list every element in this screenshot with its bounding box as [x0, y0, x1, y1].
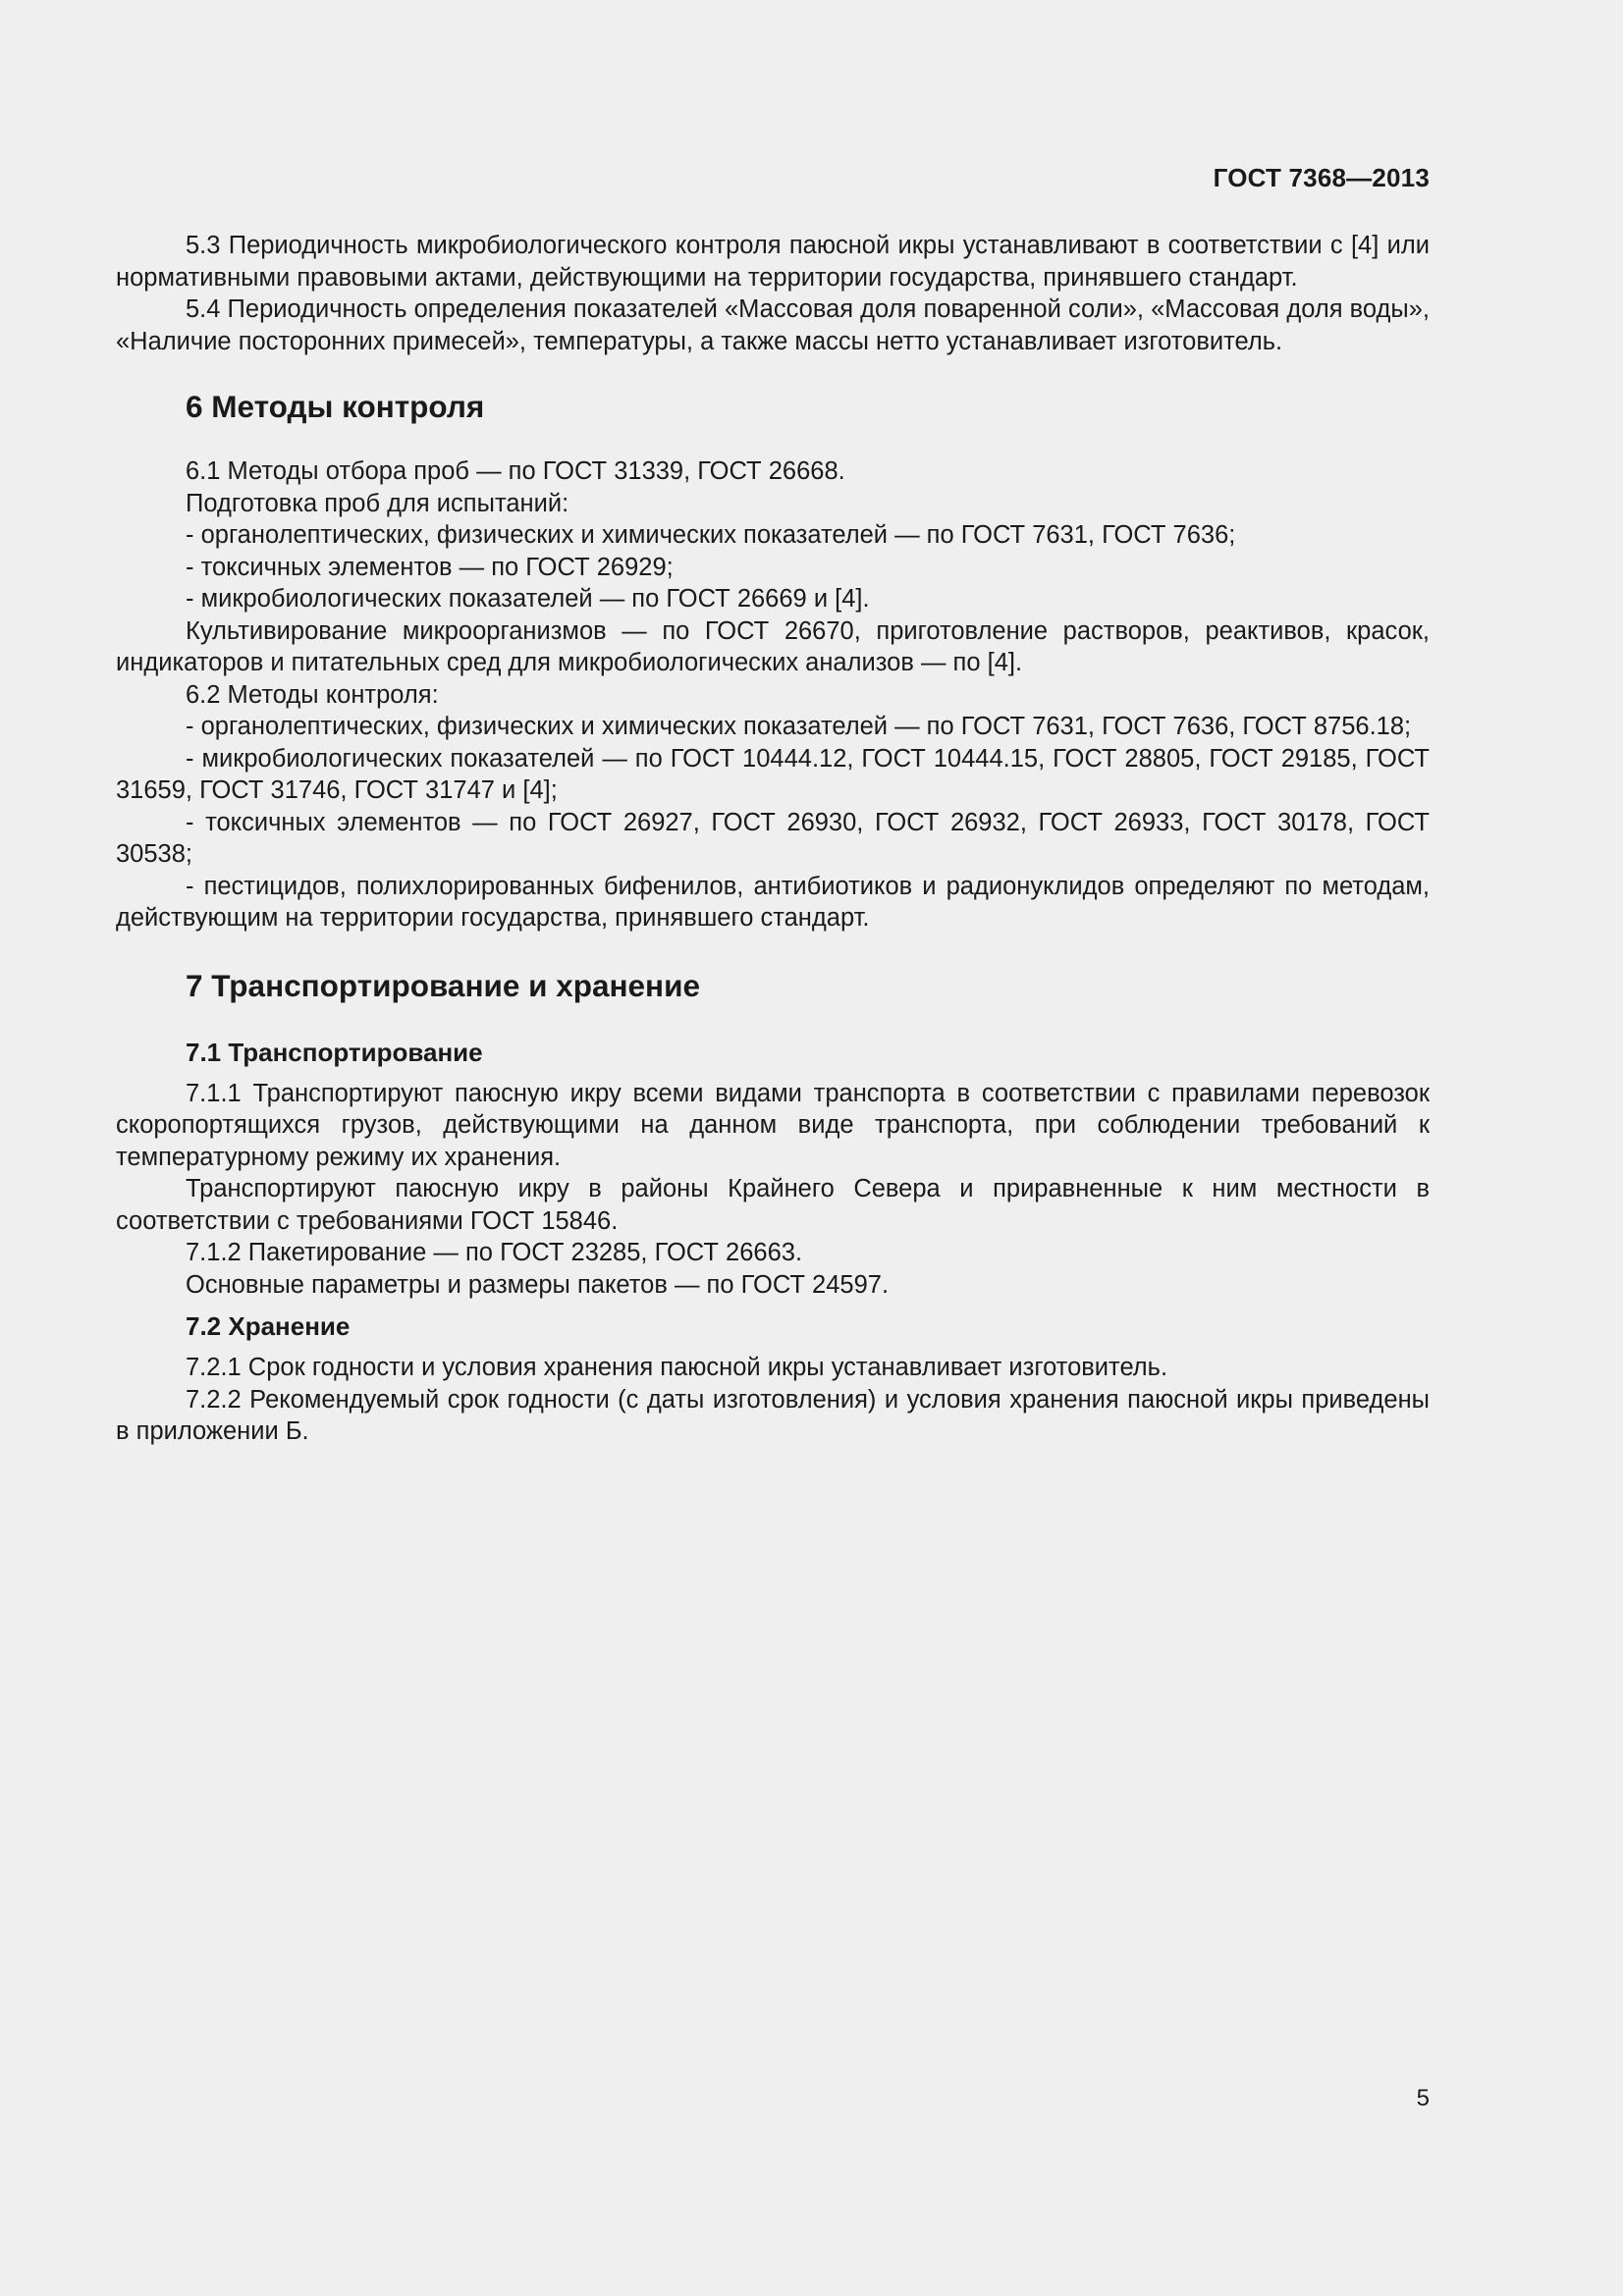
paragraph-sample-prep: Подготовка проб для испытаний:	[186, 489, 569, 517]
paragraph-7-1-1: 7.1.1 Транспортируют паюсную икру всеми видами транспорта в соответствии с правилами перевозок скоропортящихся грузов, действующими на данном виде транспорта, при соблюдении требований к температурному режиму их хранения.	[116, 1079, 1430, 1171]
paragraph-6-1: 6.1 Методы отбора проб — по ГОСТ 31339, ГОСТ 26668.	[186, 457, 845, 485]
paragraph-5-4: 5.4 Периодичность определения показателей «Массовая доля поваренной соли», «Массовая доля воды», «Наличие посторонних примесей», температуры, а также массы нетто устанавливает изготовитель.	[116, 295, 1430, 355]
page-number: 5	[1416, 2085, 1430, 2111]
list-item: - органолептических, физических и химических показателей — по ГОСТ 7631, ГОСТ 7636, ГОСТ 8756.18;	[186, 713, 1412, 740]
list-item: - органолептических, физических и химических показателей — по ГОСТ 7631, ГОСТ 7636;	[186, 521, 1236, 549]
list-item: - пестицидов, полихлорированных бифенилов, антибиотиков и радионуклидов определяют по методам, действующим на территории государства, принявшего стандарт.	[116, 872, 1430, 932]
list-item: - токсичных элементов — по ГОСТ 26927, ГОСТ 26930, ГОСТ 26932, ГОСТ 26933, ГОСТ 30178, ГОСТ 30538;	[116, 808, 1430, 868]
subsection-heading-7-2: 7.2 Хранение	[186, 1311, 351, 1341]
paragraph-7-2-1: 7.2.1 Срок годности и условия хранения паюсной икры устанавливает изготовитель.	[186, 1354, 1168, 1381]
paragraph-5-3: 5.3 Периодичность микробиологического контроля паюсной икры устанавливают в соответствии с [4] или нормативными правовыми актами, действующими на территории государства, принявшего стандарт.	[116, 232, 1430, 292]
list-item: - микробиологических показателей — по ГОСТ 26669 и [4].	[186, 585, 870, 613]
list-item: - токсичных элементов — по ГОСТ 26929;	[186, 553, 674, 581]
document-header: ГОСТ 7368—2013	[1213, 163, 1430, 192]
paragraph-7-1-2: 7.1.2 Пакетирование — по ГОСТ 23285, ГОСТ 26663.	[186, 1239, 803, 1266]
paragraph-packet-params: Основные параметры и размеры пакетов — по ГОСТ 24597.	[186, 1270, 890, 1299]
section-heading-7: 7 Транспортирование и хранение	[186, 967, 700, 1003]
section-heading-6: 6 Методы контроля	[186, 389, 485, 424]
document-body	[116, 230, 1430, 1448]
paragraph-6-2: 6.2 Методы контроля:	[186, 680, 439, 709]
subsection-heading-7-1: 7.1 Транспортирование	[186, 1037, 483, 1067]
paragraph-cultivation: Культивирование микроорганизмов — по ГОСТ 26670, приготовление растворов, реактивов, красок, индикаторов и питательных сред для микробиологических анализов — по [4].	[116, 616, 1430, 676]
list-item: - микробиологических показателей — по ГОСТ 10444.12, ГОСТ 10444.15, ГОСТ 28805, ГОСТ 29185, ГОСТ 31659, ГОСТ 31746, ГОСТ 31747 и [4];	[116, 744, 1430, 804]
paragraph-7-2-2: 7.2.2 Рекомендуемый срок годности (с даты изготовления) и условия хранения паюсной икры приведены в приложении Б.	[116, 1385, 1430, 1445]
paragraph-far-north: Транспортируют паюсную икру в районы Крайнего Севера и приравненные к ним местности в соответствии с требованиями ГОСТ 15846.	[116, 1175, 1430, 1235]
